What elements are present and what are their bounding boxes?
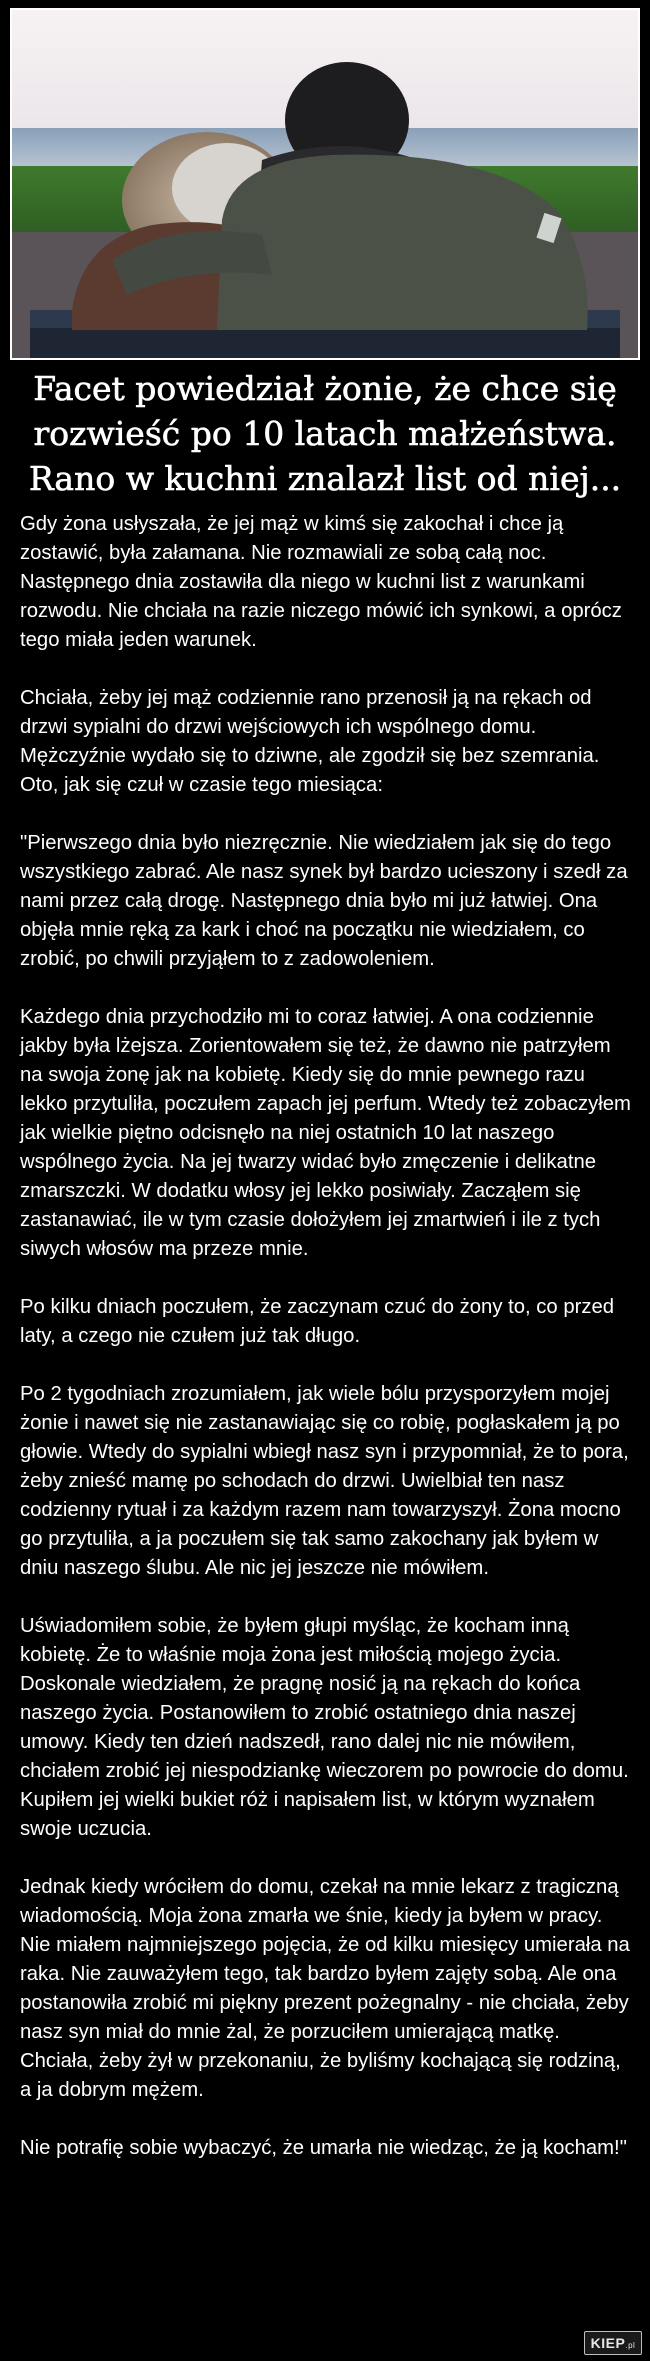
article-paragraph: Jednak kiedy wróciłem do domu, czekał na mnie lekarz z tragiczną wiadomością. Moja żona zmarła we śnie, kiedy ja byłem w pracy. Nie miałem najmniejszego pojęcia, że od kilku miesięcy umierała na raka. Nie zauważyłem tego, tak bardzo byłem zajęty sobą. Ale ona postanowiła zrobić mi piękny prezent pożegnalny - nie chciała, żeby nasz syn miał do mnie żal, że porzuciłem umierającą matkę. Chciała, żeby żył w przekonaniu, że byliśmy kochającą się rodziną, a ja dobrym mężem. — [20, 1876, 630, 2101]
article-paragraph: Chciała, żeby jej mąż codziennie rano przenosił ją na rękach od drzwi sypialni do drzwi wejściowych ich wspólnego domu. Mężczyźnie wydało się to dziwne, ale zgodził się bez szemrania. Oto, jak się czuł w czasie tego miesiąca: — [20, 687, 600, 796]
article-paragraph: Gdy żona usłyszała, że jej mąż w kimś się zakochał i chce ją zostawić, była załamana. Nie rozmawiali ze sobą całą noc. Następnego dnia zostawiła dla niego w kuchni list z warunkami rozwodu. Nie chciała na razie niczego mówić ich synkowi, a oprócz tego miała jeden warunek. — [20, 513, 622, 651]
article-body — [20, 510, 632, 2163]
article-paragraph: Po kilku dniach poczułem, że zaczynam czuć do żony to, co przed laty, a czego nie czułem już tak długo. — [20, 1296, 615, 1347]
watermark-main: KIEP — [590, 2335, 626, 2351]
article-paragraph: Po 2 tygodniach zrozumiałem, jak wiele bólu przysporzyłem mojej żonie i nawet się nie zastanawiając się co robię, pogłaskałem ją po głowie. Wtedy do sypialni wbiegł nasz syn i przypomniał, że to pora, żeby znieść mamę po schodach do drzwi. Uwielbiał ten nasz codzienny rytuał i za każdym razem nam towarzyszył. Żona mocno go przytuliła, a ja poczułem się tak samo zakochany jak byłem w dniu naszego ślubu. Ale nic jej jeszcze nie mówiłem. — [20, 1383, 629, 1579]
couple-on-bench-photo — [10, 8, 640, 360]
article-paragraph: "Pierwszego dnia było niezręcznie. Nie wiedziałem jak się do tego wszystkiego zabrać. Ale nasz synek był bardzo ucieszony i szedł za nami przez całą drogę. Następnego dnia było mi już łatwiej. Ona objęła mnie ręką za kark i choć na początku nie wiedziałem, co zrobić, po chwili przyjąłem to z zadowoleniem. — [20, 832, 628, 970]
article-paragraph: Nie potrafię sobie wybaczyć, że umarła nie wiedząc, że ją kocham!" — [20, 2137, 627, 2159]
article-paragraph: Każdego dnia przychodziło mi to coraz łatwiej. A ona codziennie jakby była lżejsza. Zorientowałem się też, że dawno nie patrzyłem na swoja żonę jak na kobietę. Kiedy się do mnie pewnego razu lekko przytuliła, poczułem zapach jej perfum. Wtedy też zobaczyłem jak wielkie piętno odcisnęło na niej ostatnich 10 lat naszego wspólnego życia. Na jej twarzy widać było zmęczenie i delikatne zmarszczki. W dodatku włosy jej lekko posiwiały. Zacząłem się zastanawiać, ile w tym czasie dołożyłem jej zmartwień i ile z tych siwych włosów ma przeze mnie. — [20, 1006, 631, 1260]
photo-illustration — [12, 10, 638, 358]
watermark-suffix: .pl — [625, 2341, 636, 2350]
site-watermark-logo — [584, 2331, 642, 2355]
article-paragraph: Uświadomiłem sobie, że byłem głupi myśląc, że kocham inną kobietę. Że to właśnie moja żona jest miłością mojego życia. Doskonale wiedziałem, że pragnę nosić ją na rękach do końca naszego życia. Postanowiłem to zrobić ostatniego dnia naszej umowy. Kiedy ten dzień nadszedł, rano dalej nic nie mówiłem, chciałem zrobić jej niespodziankę wieczorem po powrocie do domu. Kupiłem jej wielki bukiet róż i napisałem list, w którym wyznałem swoje uczucia. — [20, 1615, 629, 1840]
page-title: Facet powiedział żonie, że chce się rozwieść po 10 latach małżeństwa. Rano w kuchni znalazł list od niej... — [28, 369, 622, 498]
